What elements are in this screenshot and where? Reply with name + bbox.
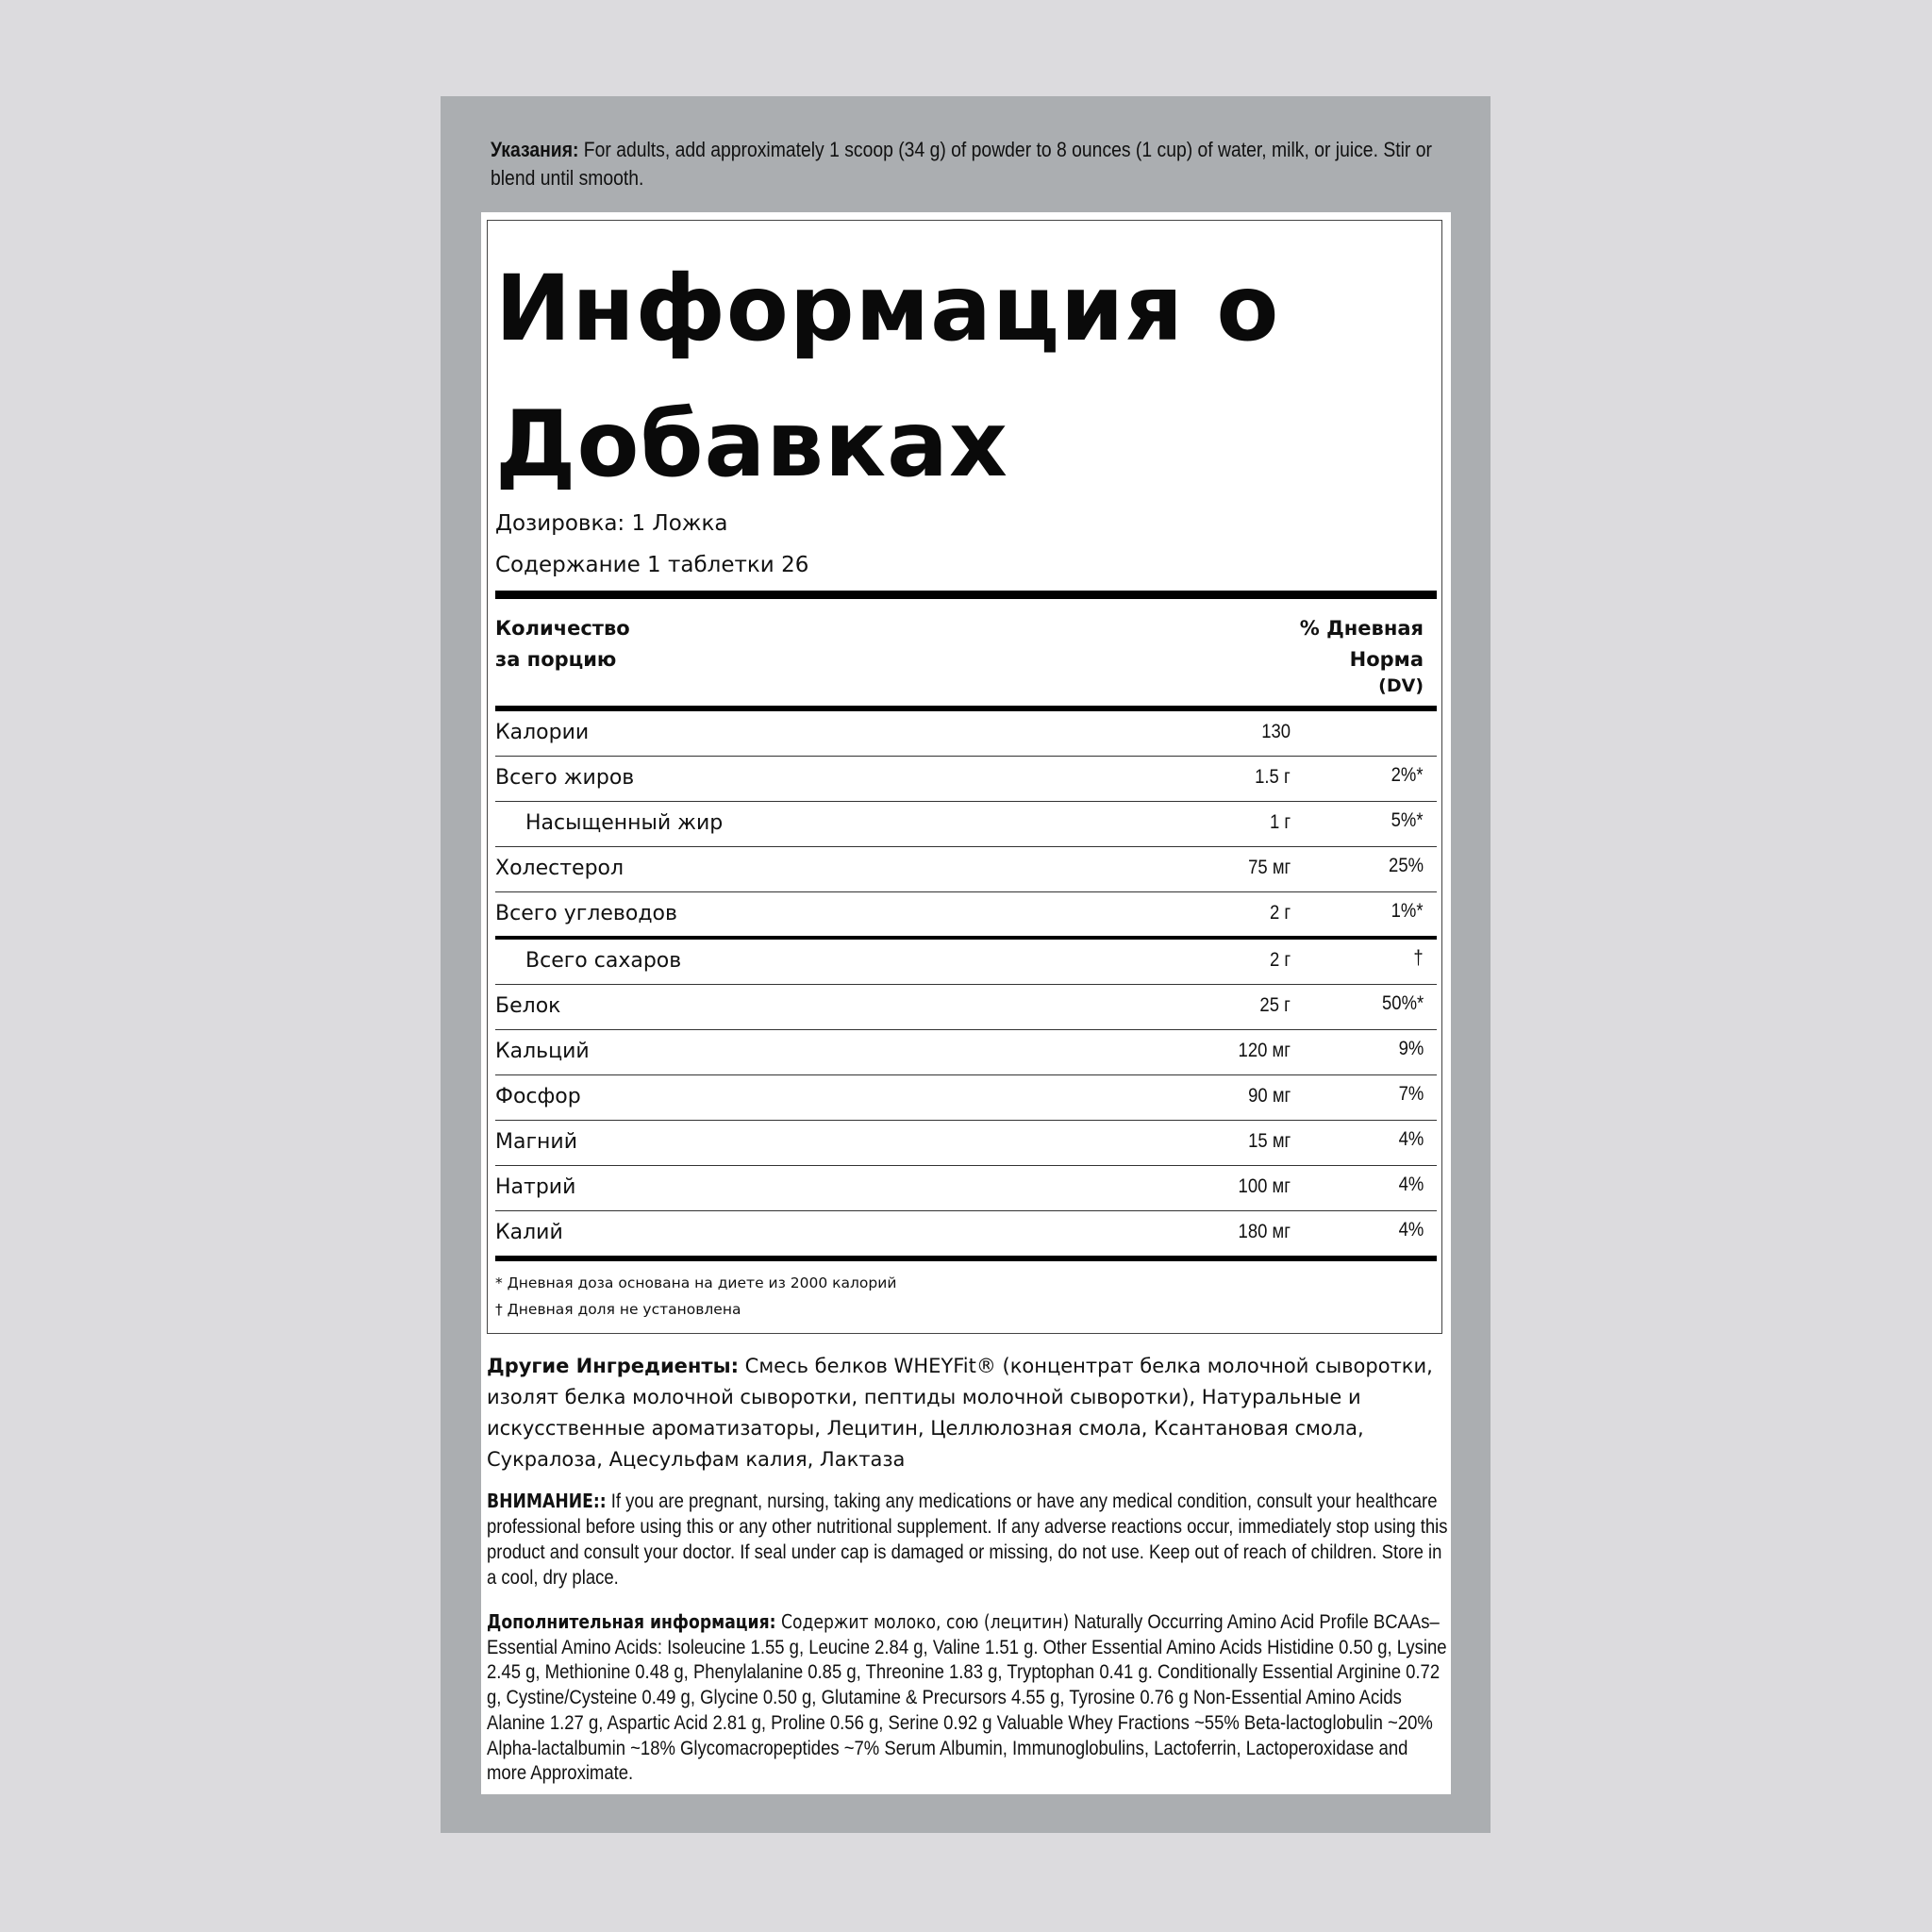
nutrient-name: Кальций: [495, 1040, 590, 1063]
nutrient-name: Холестерол: [495, 857, 625, 880]
nutrient-name: Белок: [495, 994, 561, 1018]
nutrient-name: Насыщенный жир: [525, 811, 724, 835]
nutrient-amount: 15 мг: [1247, 1130, 1291, 1152]
other-ingredients: [487, 1351, 1449, 1475]
facts-title: [495, 241, 1439, 512]
nutrient-dv: †: [1413, 947, 1424, 969]
footnote-not-established: † Дневная доля не установлена: [495, 1301, 741, 1318]
nutrient-dv: 9%: [1398, 1038, 1424, 1059]
header-right-line1: % Дневная: [1299, 617, 1424, 640]
nutrient-name: Всего сахаров: [525, 949, 682, 973]
additional-info-allergens: Содержит молоко, сою (лецитин): [775, 1610, 1070, 1633]
footnote-daily-value: * Дневная доза основана на диете из 2000 калорий: [495, 1274, 897, 1291]
nutrient-dv: 5%*: [1391, 809, 1424, 831]
nutrient-amount: 2 г: [1269, 902, 1291, 924]
nutrient-dv: 4%: [1398, 1219, 1424, 1241]
directions-text: [491, 136, 1456, 192]
nutrient-row: [495, 1121, 1437, 1166]
nutrient-amount: 100 мг: [1238, 1175, 1291, 1197]
additional-info-text: Naturally Occurring Amino Acid Profile BCAAs–Essential Amino Acids: Isoleucine 1.55 g, Leucine 2.84 g, Valine 1.51 g. Other Essential Amino Acids Histidine 0.50 g, Lysine 2.45 g, Methionine 0.48 g, Phenylalanine 0.85 g, Threonine 1.83 g, Tryptophan 0.41 g. Conditionally Essential Arginine 0.72 g, Cystine/Cysteine 0.49 g, Glycine 0.50 g, Glutamine & Precursors 4.55 g, Tyrosine 0.76 g Non-Essential Amino Acids Alanine 1.27 g, Aspartic Acid 2.81 g, Proline 0.56 g, Serine 0.92 g Valuable Whey Fractions ~55% Beta-lactoglobulin ~20% Alpha-lactalbumin ~18% Glycomacropeptides ~7% Serum Albumin, Immunoglobulins, Lactoferrin, Lactoperoxidase and more Approximate.: [487, 1610, 1447, 1785]
servings-per-container: Содержание 1 таблетки 26: [495, 553, 809, 577]
amount-per-serving-header: [495, 613, 630, 675]
daily-value-header: [1226, 613, 1424, 696]
nutrient-name: Калий: [495, 1221, 563, 1244]
additional-info-label: Дополнительная информация:: [487, 1610, 776, 1633]
nutrient-row: [495, 892, 1437, 940]
nutrient-name: Натрий: [495, 1175, 576, 1199]
nutrient-amount: 180 мг: [1238, 1221, 1291, 1242]
nutrient-dv: 2%*: [1391, 764, 1424, 786]
nutrient-row: [495, 1166, 1437, 1211]
nutrient-name: Фосфор: [495, 1085, 581, 1108]
header-right-line3: (DV): [1378, 675, 1424, 696]
nutrient-row: [495, 711, 1437, 757]
nutrient-name: Всего углеводов: [495, 902, 677, 925]
thick-divider-top: [495, 591, 1437, 599]
nutrient-amount: 2 г: [1269, 949, 1291, 971]
header-left-line1: Количество: [495, 617, 630, 640]
facts-title-line1: Информация о: [495, 256, 1280, 361]
nutrient-dv: 7%: [1398, 1083, 1424, 1105]
nutrient-amount: 1.5 г: [1255, 766, 1291, 788]
nutrient-amount: 90 мг: [1247, 1085, 1291, 1107]
nutrient-row: [495, 1075, 1437, 1121]
warning-label: ВНИМАНИЕ::: [487, 1490, 607, 1512]
nutrient-amount: 75 мг: [1247, 857, 1291, 878]
other-ingredients-label: Другие Ингредиенты:: [487, 1355, 739, 1377]
nutrient-row: [495, 802, 1437, 847]
nutrient-dv: 1%*: [1391, 900, 1424, 922]
nutrient-amount: 130: [1261, 721, 1291, 742]
nutrient-row: [495, 985, 1437, 1030]
directions-body: For adults, add approximately 1 scoop (34 g) of powder to 8 ounces (1 cup) of water, milk, or juice. Stir or blend until smooth.: [491, 138, 1432, 190]
nutrient-amount: 120 мг: [1238, 1040, 1291, 1061]
directions-label: Указания:: [491, 138, 579, 161]
warning-text: If you are pregnant, nursing, taking any medications or have any medical condition, consult your healthcare professional before using this or any other nutritional supplement. If any adverse reactions occur, immediately stop using this product and consult your doctor. If seal under cap is damaged or missing, do not use. Keep out of reach of children. Store in a cool, dry place.: [487, 1490, 1448, 1589]
nutrient-dv: 4%: [1398, 1174, 1424, 1195]
nutrient-row: [495, 847, 1437, 892]
nutrient-dv: 25%: [1389, 855, 1424, 876]
nutrient-name: Магний: [495, 1130, 578, 1154]
nutrient-amount: 25 г: [1259, 994, 1291, 1016]
nutrient-dv: 4%: [1398, 1128, 1424, 1150]
nutrient-amount: 1 г: [1269, 811, 1291, 833]
nutrient-name: Калории: [495, 721, 590, 744]
nutrient-row: [495, 1030, 1437, 1075]
nutrient-dv: 50%*: [1381, 992, 1424, 1014]
nutrient-name: Всего жиров: [495, 766, 635, 790]
header-right-line2: Норма: [1349, 648, 1424, 671]
thick-divider-bottom: [495, 1256, 1437, 1261]
additional-info: [487, 1609, 1452, 1786]
other-ingredients-text: Смесь белков WHEYFit® (концентрат белка молочной сыворотки, изолят белка молочной сыворотки, пептиды молочной сыворотки), Натуральные и искусственные ароматизаторы, Лецитин, Целлюлозная смола, Ксантановая смола, Сукралоза, Ацесульфам калия, Лактаза: [487, 1355, 1433, 1471]
nutrient-row: [495, 940, 1437, 985]
nutrient-row: [495, 757, 1437, 802]
warning-section: [487, 1489, 1452, 1591]
header-left-line2: за порцию: [495, 648, 617, 671]
facts-title-line2: Добавках: [495, 391, 1008, 497]
serving-size: Дозировка: 1 Ложка: [495, 511, 728, 536]
nutrient-row: [495, 1211, 1437, 1257]
